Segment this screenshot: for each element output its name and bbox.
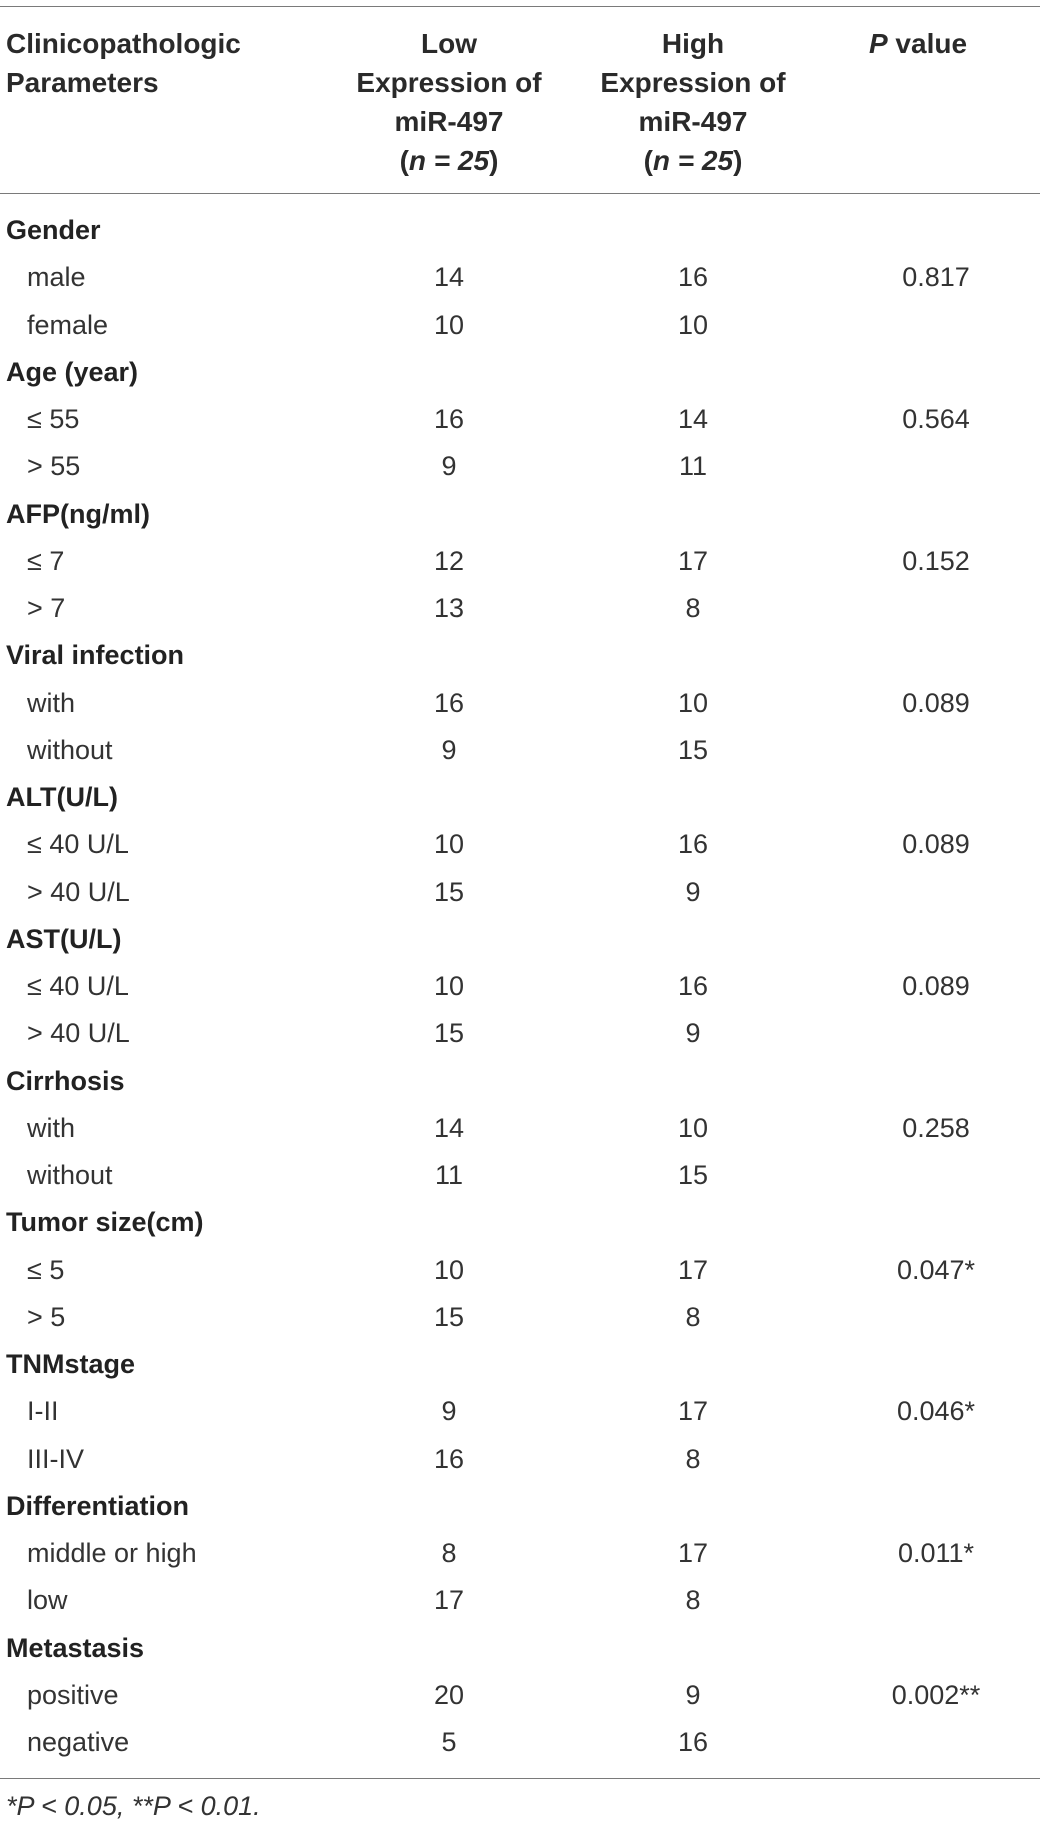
header-high-n-value: n = 25 xyxy=(652,145,734,176)
group-header-row xyxy=(0,1341,1040,1388)
table-row xyxy=(0,1719,1040,1766)
header-high-line-2: Expression of xyxy=(600,67,786,98)
low-expression-value: 12 xyxy=(433,545,465,576)
row-label: ≤ 40 U/L xyxy=(27,971,129,1001)
table-row xyxy=(0,396,1040,443)
group-header-row xyxy=(0,491,1040,538)
p-value: 0.152 xyxy=(902,545,970,576)
low-expression-value: 10 xyxy=(433,1254,465,1285)
table-row xyxy=(0,1105,1040,1152)
low-expression-value: 10 xyxy=(433,829,465,860)
low-expression-value: 8 xyxy=(441,1538,457,1568)
row-label: without xyxy=(27,734,113,765)
row-label: ≤ 7 xyxy=(27,545,65,576)
table-row xyxy=(0,1010,1040,1057)
high-expression-value: 10 xyxy=(677,309,709,340)
group-header-row xyxy=(0,349,1040,396)
group-header-row xyxy=(0,1199,1040,1246)
high-expression-value: 11 xyxy=(678,451,708,482)
row-label: ≤ 40 U/L xyxy=(27,829,129,860)
group-label: Viral infection xyxy=(6,640,185,671)
header-high-line-3: miR-497 xyxy=(638,106,748,137)
header-low-expression xyxy=(329,24,569,180)
row-label: I-II xyxy=(27,1396,59,1427)
p-value: 0.089 xyxy=(902,829,970,860)
p-value: 0.564 xyxy=(902,404,970,434)
high-expression-value: 8 xyxy=(685,1585,701,1616)
row-label: negative xyxy=(27,1727,130,1757)
row-label: ≤ 5 xyxy=(27,1254,65,1285)
p-value: 0.046* xyxy=(896,1396,976,1427)
p-value: 0.047* xyxy=(896,1254,976,1285)
header-low-line-1: Low xyxy=(421,28,477,59)
group-label: AFP(ng/ml) xyxy=(6,498,150,529)
low-expression-value: 16 xyxy=(433,1443,465,1474)
group-header-row xyxy=(0,1625,1040,1672)
high-expression-value: 17 xyxy=(677,1254,709,1285)
row-label: low xyxy=(27,1585,68,1616)
table-row xyxy=(0,869,1040,916)
table-row xyxy=(0,1247,1040,1294)
group-header-row xyxy=(0,916,1040,963)
table-row xyxy=(0,963,1040,1010)
header-rule xyxy=(0,193,1040,194)
group-header-row xyxy=(0,1058,1040,1105)
low-expression-value: 9 xyxy=(441,1396,457,1427)
low-expression-value: 20 xyxy=(433,1679,465,1710)
group-label: TNMstage xyxy=(6,1349,136,1379)
low-expression-value: 9 xyxy=(441,451,457,482)
table-row xyxy=(0,254,1040,301)
group-label: Cirrhosis xyxy=(6,1065,125,1096)
group-label: Gender xyxy=(6,215,101,245)
high-expression-value: 16 xyxy=(677,262,709,293)
header-high-line-1: High xyxy=(661,28,725,59)
low-expression-value: 15 xyxy=(433,1301,465,1332)
high-expression-value: 10 xyxy=(677,687,709,718)
table-row xyxy=(0,302,1040,349)
group-header-row xyxy=(0,1483,1040,1530)
header-p-rest: value xyxy=(887,28,968,59)
header-low-n-value: n = 25 xyxy=(408,145,490,176)
low-expression-value: 14 xyxy=(433,262,465,293)
footnote: *P < 0.05, **P < 0.01. xyxy=(6,1791,261,1821)
row-label: III-IV xyxy=(27,1443,85,1474)
row-label: > 55 xyxy=(27,451,81,482)
table-row xyxy=(0,1577,1040,1624)
low-expression-value: 9 xyxy=(441,734,457,765)
high-expression-value: 16 xyxy=(677,971,709,1001)
row-label: without xyxy=(27,1160,113,1190)
group-header-row xyxy=(0,774,1040,821)
row-label: female xyxy=(27,309,109,340)
p-value: 0.002** xyxy=(891,1679,981,1710)
group-label: Differentiation xyxy=(6,1490,190,1521)
table-row xyxy=(0,1152,1040,1199)
header-param-line-2: Parameters xyxy=(6,67,159,98)
high-expression-value: 14 xyxy=(677,404,709,434)
high-expression-value: 8 xyxy=(685,1301,701,1332)
high-expression-value: 9 xyxy=(685,876,701,907)
row-label: > 40 U/L xyxy=(27,876,130,907)
low-expression-value: 5 xyxy=(441,1727,457,1757)
group-label: Metastasis xyxy=(6,1632,145,1663)
low-expression-value: 13 xyxy=(433,593,465,623)
high-expression-value: 8 xyxy=(685,1443,701,1474)
low-expression-value: 17 xyxy=(433,1585,465,1616)
group-label: ALT(U/L) xyxy=(6,782,118,812)
low-expression-value: 14 xyxy=(433,1112,465,1143)
group-header-row xyxy=(0,207,1040,254)
header-p-italic: P xyxy=(868,28,888,59)
row-label: ≤ 55 xyxy=(27,404,80,434)
header-param-line-1: Clinicopathologic xyxy=(6,28,241,59)
table-row xyxy=(0,1672,1040,1719)
group-label: AST(U/L) xyxy=(6,923,122,954)
table-row xyxy=(0,1388,1040,1435)
row-label: with xyxy=(27,687,76,718)
row-label: > 7 xyxy=(27,593,66,623)
high-expression-value: 15 xyxy=(677,734,709,765)
high-expression-value: 17 xyxy=(677,1396,709,1427)
table-row xyxy=(0,443,1040,490)
table-row xyxy=(0,680,1040,727)
header-low-line-2: Expression of xyxy=(356,67,542,98)
p-value: 0.089 xyxy=(902,687,970,718)
table-row xyxy=(0,727,1040,774)
header-low-line-3: miR-497 xyxy=(394,106,504,137)
high-expression-value: 10 xyxy=(677,1112,709,1143)
low-expression-value: 16 xyxy=(433,687,465,718)
header-low-n: (n = 25) xyxy=(399,145,499,176)
header-parameters xyxy=(6,24,241,102)
row-label: with xyxy=(27,1112,76,1143)
header-p-value xyxy=(848,24,988,63)
group-label: Tumor size(cm) xyxy=(6,1207,204,1238)
row-label: > 5 xyxy=(27,1301,66,1332)
high-expression-value: 17 xyxy=(677,545,709,576)
table-row xyxy=(0,1294,1040,1341)
high-expression-value: 16 xyxy=(677,829,709,860)
high-expression-value: 17 xyxy=(677,1538,709,1568)
row-label: male xyxy=(27,262,86,293)
header-high-expression xyxy=(573,24,813,180)
table-row xyxy=(0,538,1040,585)
low-expression-value: 10 xyxy=(433,309,465,340)
row-label: middle or high xyxy=(27,1538,197,1568)
top-rule xyxy=(0,6,1040,7)
bottom-rule xyxy=(0,1778,1040,1779)
low-expression-value: 11 xyxy=(434,1160,464,1190)
table-row xyxy=(0,585,1040,632)
p-value: 0.089 xyxy=(902,971,970,1001)
p-value: 0.817 xyxy=(902,262,970,293)
high-expression-value: 15 xyxy=(677,1160,709,1190)
high-expression-value: 8 xyxy=(685,593,701,623)
p-value: 0.011* xyxy=(897,1538,975,1568)
low-expression-value: 15 xyxy=(433,1018,465,1049)
p-value: 0.258 xyxy=(902,1112,970,1143)
low-expression-value: 16 xyxy=(433,404,465,434)
row-label: positive xyxy=(27,1679,119,1710)
table-row xyxy=(0,1436,1040,1483)
group-label: Age (year) xyxy=(6,356,139,387)
low-expression-value: 10 xyxy=(433,971,465,1001)
low-expression-value: 15 xyxy=(433,876,465,907)
row-label: > 40 U/L xyxy=(27,1018,130,1049)
high-expression-value: 9 xyxy=(685,1018,701,1049)
table-row xyxy=(0,1530,1040,1577)
table-row xyxy=(0,821,1040,868)
high-expression-value: 9 xyxy=(685,1679,701,1710)
high-expression-value: 16 xyxy=(677,1727,709,1757)
header-high-n: (n = 25) xyxy=(643,145,743,176)
group-header-row xyxy=(0,632,1040,679)
